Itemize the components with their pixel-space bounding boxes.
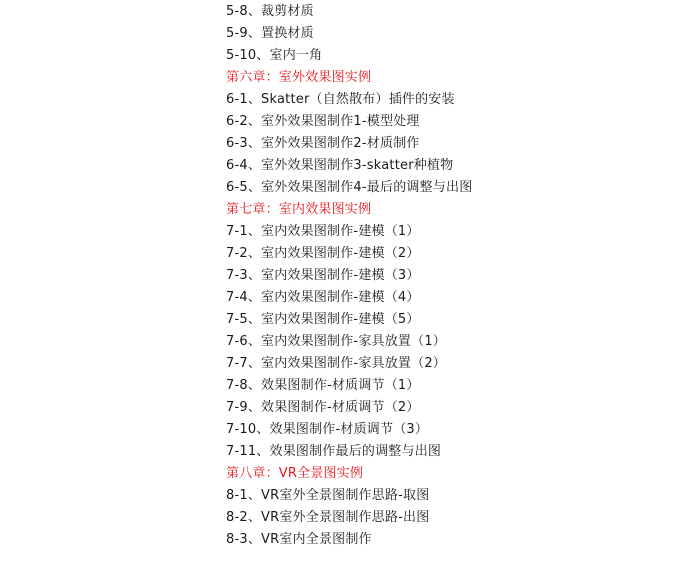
lesson-item: 6-2、室外效果图制作1-模型处理	[226, 114, 420, 129]
lesson-item: 7-4、室内效果图制作-建模（4）	[226, 290, 420, 305]
lesson-item: 7-10、效果图制作-材质调节（3）	[226, 422, 429, 437]
lesson-item: 7-9、效果图制作-材质调节（2）	[226, 400, 420, 415]
lesson-item: 7-11、效果图制作最后的调整与出图	[226, 444, 442, 459]
lesson-item: 6-4、室外效果图制作3-skatter种植物	[226, 158, 454, 173]
lesson-item: 8-1、VR室外全景图制作思路-取图	[226, 488, 430, 503]
lesson-item: 7-2、室内效果图制作-建模（2）	[226, 246, 420, 261]
lesson-item: 5-8、裁剪材质	[226, 4, 314, 19]
lesson-item: 5-9、置换材质	[226, 26, 314, 41]
lesson-item: 7-8、效果图制作-材质调节（1）	[226, 378, 420, 393]
lesson-item: 7-1、室内效果图制作-建模（1）	[226, 224, 420, 239]
lesson-item: 6-5、室外效果图制作4-最后的调整与出图	[226, 180, 473, 195]
lesson-item: 7-5、室内效果图制作-建模（5）	[226, 312, 420, 327]
lesson-item: 7-6、室内效果图制作-家具放置（1）	[226, 334, 446, 349]
chapter-heading: 第七章：室内效果图实例	[226, 202, 372, 217]
lesson-item: 6-1、Skatter（自然散布）插件的安装	[226, 92, 455, 107]
lesson-item: 7-7、室内效果图制作-家具放置（2）	[226, 356, 446, 371]
lesson-item: 7-3、室内效果图制作-建模（3）	[226, 268, 420, 283]
lesson-item: 8-2、VR室外全景图制作思路-出图	[226, 510, 430, 525]
lesson-item: 8-3、VR室内全景图制作	[226, 532, 372, 547]
lesson-item: 6-3、室外效果图制作2-材质制作	[226, 136, 420, 151]
table-of-contents	[226, 1, 472, 551]
chapter-heading: 第八章：VR全景图实例	[226, 466, 364, 481]
chapter-heading: 第六章：室外效果图实例	[226, 70, 372, 85]
lesson-item: 5-10、室内一角	[226, 48, 323, 63]
